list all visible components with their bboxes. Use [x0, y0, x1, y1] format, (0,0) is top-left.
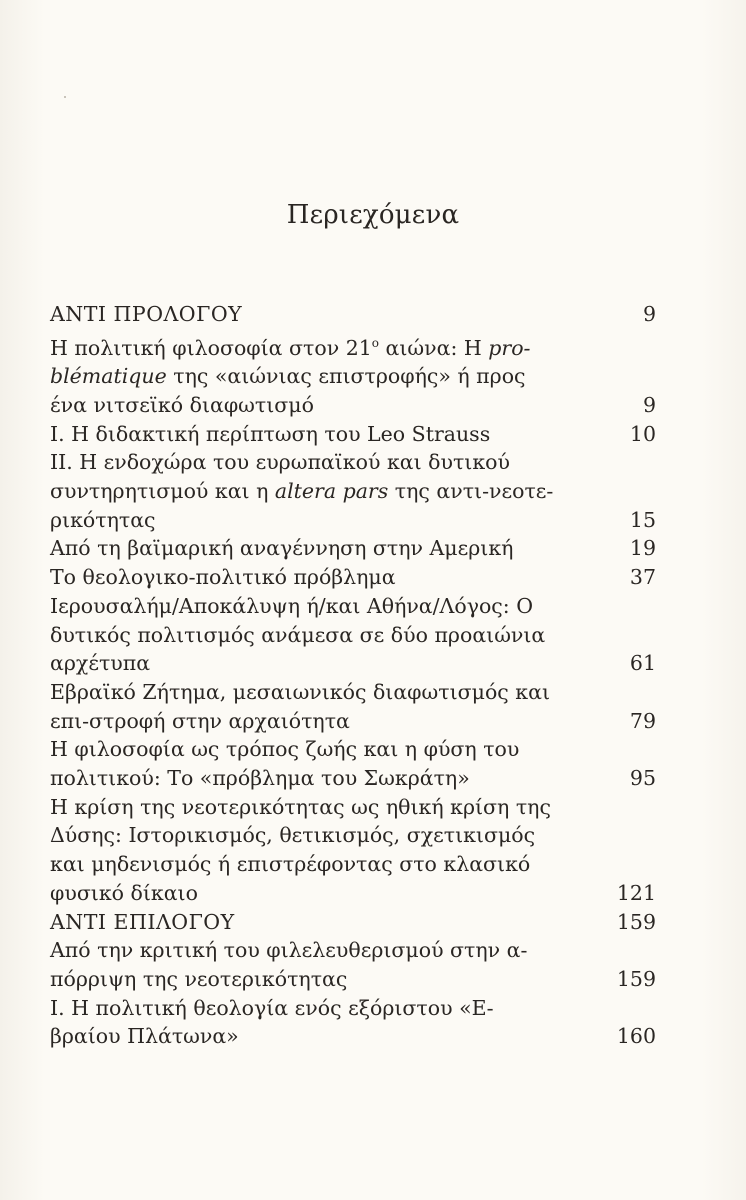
toc-page-number: 9 [642, 302, 656, 326]
toc-entry [50, 534, 656, 563]
text-segment: της αντι-νεοτε- [388, 479, 554, 504]
toc-page-number: 10 [629, 421, 656, 446]
toc-entry [50, 793, 656, 908]
toc-entry [50, 448, 656, 534]
toc-entry-line: Από την κριτική του φιλελευθερισμού στην α- [50, 938, 528, 963]
text-segment: Η πολιτική φιλοσοφία στον 21 [50, 335, 372, 360]
toc-entry-text [50, 793, 616, 908]
toc-entry-text [50, 329, 616, 420]
toc-entry-line: Ι. Η διδακτική περίπτωση του Leo Strauss [50, 421, 491, 446]
toc-entry-line: Το θεολογικο-πολιτικό πρόβλημα [50, 565, 396, 590]
toc-entry-text [50, 300, 616, 329]
italic-segment: pro- [488, 335, 531, 360]
toc-page-number: 9 [642, 392, 656, 417]
paper-speck [64, 96, 66, 98]
toc-entry-line: ΑΝΤΙ ΕΠΙΛΟΓΟΥ [50, 909, 235, 934]
text-segment: αιώνα: Η [379, 335, 489, 360]
page-title: Περιεχόμενα [286, 200, 460, 230]
toc-entry-line: Ι. Η πολιτική θεολογία ενός εξόριστου «Ε- [50, 995, 494, 1020]
toc-entry-line: ΙΙ. Η ενδοχώρα του ευρωπαϊκού και δυτικού [50, 450, 510, 475]
toc-page-number: 19 [629, 536, 656, 561]
toc-entry [50, 994, 656, 1051]
toc-entry-line: Εβραϊκό Ζήτημα, μεσαιωνικός διαφωτισμός και [50, 679, 550, 704]
toc-page-number: 95 [629, 766, 656, 791]
toc-page-number: 37 [629, 565, 656, 590]
toc-entry-line: ρικότητας [50, 507, 156, 532]
toc-entry-line: και μηδενισμός ή επιστρέφοντας στο κλασικό [50, 852, 531, 877]
toc-entry [50, 936, 656, 993]
superscript: ο [371, 335, 380, 350]
italic-segment: altera pars [274, 479, 389, 504]
toc-entry-line [50, 329, 598, 363]
toc-entry-line: πόρριψη της νεοτερικότητας [50, 967, 348, 991]
toc-entry [50, 563, 656, 592]
text-segment: της «αιώνιας επιστροφής» ή προς [166, 364, 526, 389]
text-segment: συντηρητισμού και η [50, 479, 275, 504]
toc-entry-line: Δύσης: Ιστορικισμός, θετικισμός, σχετικισμός [50, 823, 536, 848]
toc-entry [50, 592, 656, 678]
toc-entry-line: φυσικό δίκαιο [50, 880, 198, 905]
toc-entry-text [50, 936, 616, 993]
toc-page-number: 79 [629, 708, 656, 733]
italic-segment: blématique [50, 364, 167, 389]
toc-entry-line: Από τη βαϊμαρική αναγέννηση στην Αμερική [50, 536, 514, 561]
toc-entry [50, 678, 656, 735]
toc-entry-text [50, 592, 616, 678]
toc-entry-line: ΑΝΤΙ ΠΡΟΛΟΓΟΥ [50, 302, 243, 326]
toc-entry [50, 735, 656, 792]
toc-entry-text [50, 563, 616, 592]
toc-entry-line: Η φιλοσοφία ως τρόπος ζωής και η φύση του [50, 737, 520, 762]
toc-entry [50, 300, 656, 329]
toc-entry [50, 329, 656, 420]
toc-page-number: 15 [629, 507, 656, 532]
toc-entry-line: ένα νιτσεϊκό διαφωτισμό [50, 392, 314, 417]
toc-entry-line: δυτικός πολιτισμός ανάμεσα σε δύο προαιώνια [50, 622, 546, 647]
table-of-contents [50, 300, 656, 1051]
toc-entry-text [50, 735, 616, 792]
toc-entry-text [50, 908, 616, 937]
toc-entry-text [50, 678, 616, 735]
toc-entry-line: επι-στροφή στην αρχαιότητα [50, 708, 350, 733]
toc-page-number: 121 [616, 880, 656, 905]
toc-entry-line: Η κρίση της νεοτερικότητας ως ηθική κρίση της [50, 794, 551, 819]
toc-entry-line: βραίου Πλάτωνα» [50, 1024, 239, 1049]
toc-entry-line: αρχέτυπα [50, 651, 151, 676]
toc-entry-line: Ιερουσαλήμ/Αποκάλυψη ή/και Αθήνα/Λόγος: Ο [50, 593, 534, 618]
toc-page-number: 159 [616, 967, 656, 991]
toc-entry-text [50, 448, 616, 534]
toc-entry-text [50, 420, 616, 449]
toc-entry-line: πολιτικού: Το «πρόβλημα του Σωκράτη» [50, 766, 470, 791]
toc-entry [50, 908, 656, 937]
toc-page-number: 61 [629, 651, 656, 676]
toc-entry-text [50, 534, 616, 563]
toc-entry [50, 420, 656, 449]
toc-page-number: 160 [616, 1024, 656, 1049]
toc-entry-line [50, 362, 598, 391]
toc-page-number: 159 [616, 909, 656, 934]
toc-entry-line [50, 477, 598, 506]
toc-entry-text [50, 994, 616, 1051]
